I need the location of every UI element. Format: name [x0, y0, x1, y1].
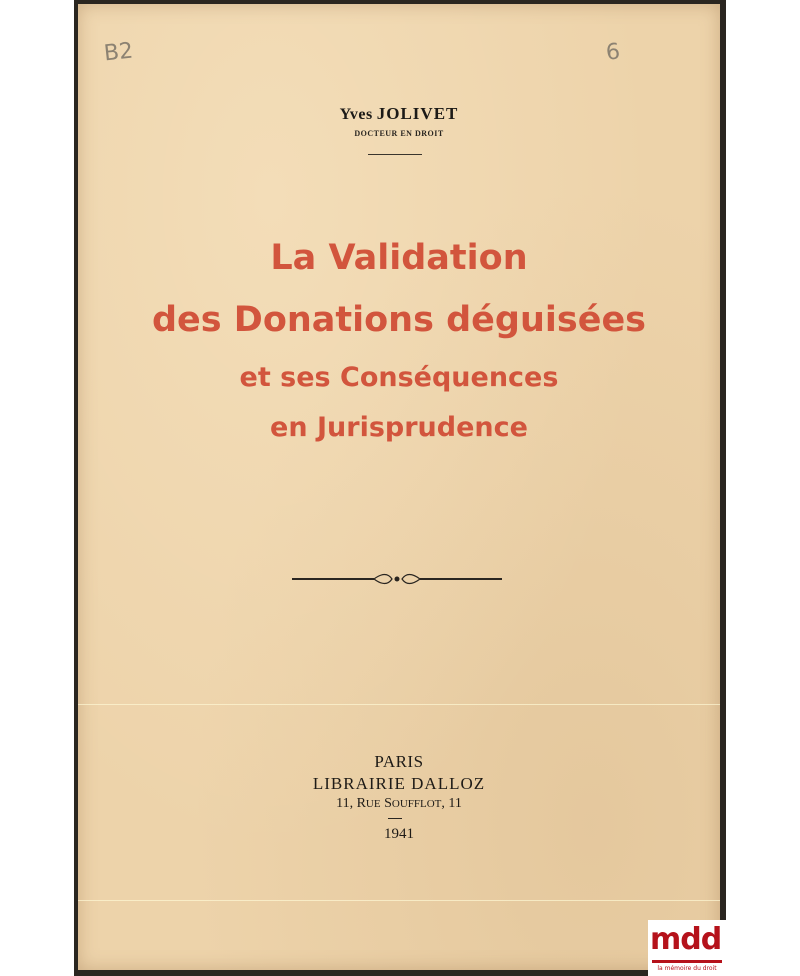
publisher-name: LIBRAIRIE DALLOZ [312, 774, 486, 793]
address-part: 11, R [336, 796, 366, 811]
title-line-4: en Jurisprudence [270, 412, 528, 443]
address-part: , 11 [441, 796, 462, 811]
watermark-mark: mdd [650, 922, 722, 957]
address-part: OUFFLOT [391, 798, 442, 810]
watermark-logo [648, 920, 726, 976]
ornamental-divider [292, 570, 502, 588]
address-part: S [380, 796, 392, 811]
author-divider [368, 154, 422, 155]
author-first-name: Yves [339, 106, 373, 123]
imprint-divider [388, 818, 402, 819]
pencil-annotation: 6 [604, 39, 622, 66]
pencil-annotation: B2 [102, 38, 135, 67]
author-last-name: JOLIVET [376, 104, 459, 123]
author-degree: DOCTEUR EN DROIT [354, 129, 444, 138]
title-line-1: La Validation [270, 238, 528, 278]
publisher-city: PARIS [374, 752, 424, 771]
book-cover [78, 4, 720, 970]
author-name [78, 104, 720, 124]
publisher-address [78, 796, 720, 812]
watermark-tagline: la mémoire du droit [657, 965, 717, 972]
address-part: UE [365, 798, 381, 810]
publication-year: 1941 [384, 826, 414, 842]
paper-fold-line [78, 900, 720, 901]
watermark-bar [652, 960, 722, 963]
title-line-2: des Donations déguisées [151, 300, 647, 340]
paper-fold-line [78, 704, 720, 705]
title-line-3: et ses Conséquences [239, 362, 559, 393]
